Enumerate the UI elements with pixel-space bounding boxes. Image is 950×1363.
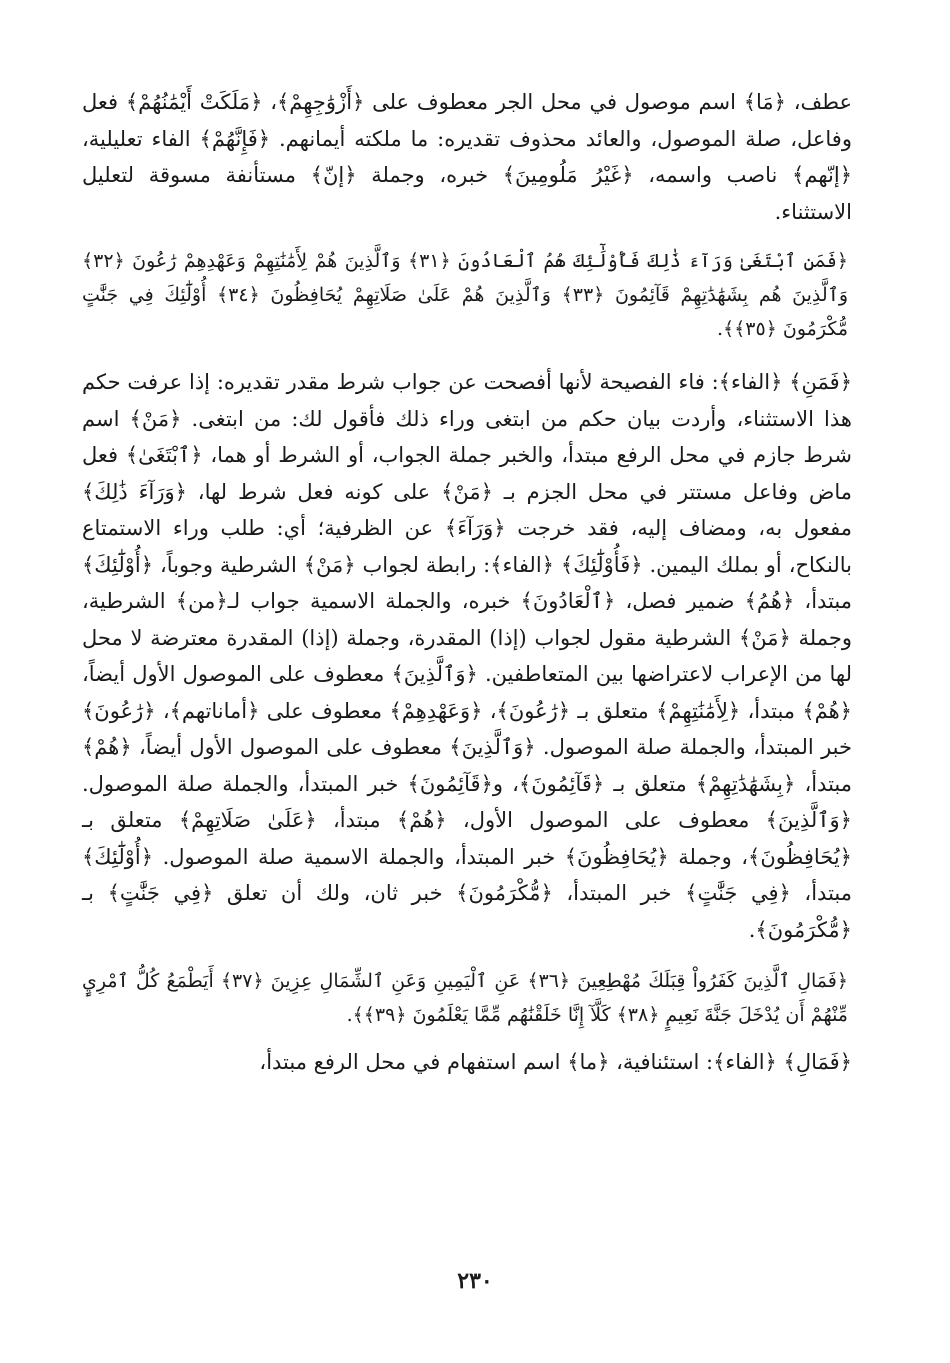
paragraph-grammar-2: ﴿فَمَنِ﴾ ﴿الفاء﴾: فاء الفصيحة لأنها أفصحت عن جواب شرط مقدر تقديره: إذا عرفت حكم هذا الاستثناء، وأردت بيان حكم من ابتغى وراء ذلك فأقول لك: من ابتغى. ﴿مَنْ﴾ اسم شرط جازم في محل الرفع مبتدأ، والخبر جملة الجواب، أو الشرط أو هما، ﴿ٱبْتَغَىٰ﴾ فعل ماض وفاعل مستتر في محل الجزم بـ ﴿مَنْ﴾ على كونه فعل شرط لها، ﴿وَرَآءَ ذَٰلِكَ﴾ مفعول به، ومضاف إليه، فقد خرجت ﴿وَرَآءَ﴾ عن الظرفية؛ أي: طلب وراء الاستمتاع بالنكاح، أو بملك اليمين. ﴿فَأُوْلَٰٓئِكَ﴾ ﴿الفاء﴾: رابطة لجواب ﴿مَنْ﴾ الشرطية وجوباً، ﴿أُوْلَٰٓئِكَ﴾ مبتدأ، ﴿هُمُ﴾ ضمير فصل، ﴿ٱلْعَادُونَ﴾ خبره، والجملة الاسمية جواب لـ﴿من﴾ الشرطية، وجملة ﴿مَنْ﴾ الشرطية مقول لجواب (إذا) المقدرة، وجملة (إذا) المقدرة معترضة لا محل لها من الإعراب لاعتراضها بين المتعاطفين. ﴿وَٱلَّذِينَ﴾ معطوف على الموصول الأول أيضاً، ﴿هُمْ﴾ مبتدأ، ﴿لِأَمَٰنَٰتِهِمْ﴾ متعلق بـ ﴿رَٰعُونَ﴾، ﴿وَعَهْدِهِمْ﴾ معطوف على ﴿أماناتهم﴾، ﴿رَٰعُونَ﴾ خبر المبتدأ، والجملة صلة الموصول. ﴿وَٱلَّذِينَ﴾ معطوف على الموصول الأول أيضاً، ﴿هُمْ﴾ مبتدأ، ﴿بِشَهَٰدَٰتِهِمْ﴾ متعلق بـ ﴿قَآئِمُونَ﴾، و﴿قَآئِمُونَ﴾ خبر المبتدأ، والجملة صلة الموصول. ﴿وَٱلَّذِينَ﴾ معطوف على الموصول الأول، ﴿هُمْ﴾ مبتدأ، ﴿عَلَىٰ صَلَاتِهِمْ﴾ متعلق بـ ﴿يُحَافِظُونَ﴾، وجملة ﴿يُحَافِظُونَ﴾ خبر المبتدأ، والجملة الاسمية صلة الموصول. ﴿أُوْلَٰٓئِكَ﴾ مبتدأ، ﴿فِي جَنَّٰتٍ﴾ خبر المبتدأ، ﴿مُّكْرَمُونَ﴾ خبر ثان، ولك أن تعلق ﴿فِي جَنَّٰتٍ﴾ بـ ﴿مُّكْرَمُونَ﴾.	[82, 370, 852, 942]
document-page	[82, 84, 852, 1081]
paragraph-grammar-1: عطف، ﴿مَا﴾ اسم موصول في محل الجر معطوف على ﴿أَزْوَٰجِهِمْ﴾، ﴿مَلَكَتْ أَيْمَٰنُهُمْ﴾ فعل وفاعل، صلة الموصول، والعائد محذوف تقديره: ما ملكته أيمانهم. ﴿فَإِنَّهُمْ﴾ الفاء تعليلية، ﴿إنّهم﴾ ناصب واسمه، ﴿غَيْرُ مَلُومِينَ﴾ خبره، وجملة ﴿إنّ﴾ مستأنفة مسوقة لتعليل الاستثناء.	[82, 90, 852, 224]
quran-verses-31-35: ﴿فَمَنِ ٱبْتَغَىٰ وَرَآءَ ذَٰلِكَ فَأُوْلَٰٓئِكَ هُمُ ٱلْعَادُونَ ﴿٣١﴾ وَٱلَّذِينَ هُمْ لِأَمَٰنَٰتِهِمْ وَعَهْدِهِمْ رَٰعُونَ ﴿٣٢﴾ وَٱلَّذِينَ هُم بِشَهَٰدَٰتِهِمْ قَآئِمُونَ ﴿٣٣﴾ وَٱلَّذِينَ هُمْ عَلَىٰ صَلَاتِهِمْ يُحَافِظُونَ ﴿٣٤﴾ أُوْلَٰٓئِكَ فِي جَنَّٰتٍ مُّكْرَمُونَ ﴿٣٥﴾﴾.	[82, 250, 849, 340]
page-number: ٢٣٠	[457, 1268, 493, 1294]
paragraph-grammar-3: ﴿فَمَالِ﴾ ﴿الفاء﴾: استئنافية، ﴿ما﴾ اسم استفهام في محل الرفع مبتدأ،	[259, 1050, 852, 1074]
quran-verses-36-39: ﴿فَمَالِ ٱلَّذِينَ كَفَرُواْ قِبَلَكَ مُهْطِعِينَ ﴿٣٦﴾ عَنِ ٱلْيَمِينِ وَعَنِ ٱلشِّمَالِ عِزِينَ ﴿٣٧﴾ أَيَطْمَعُ كُلُّ ٱمْرِيٍٕ مِّنْهُمْ أَن يُدْخَلَ جَنَّةَ نَعِيمٍ ﴿٣٨﴾ كَلَّآ إِنَّا خَلَقْنَٰهُم مِّمَّا يَعْلَمُونَ ﴿٣٩﴾﴾.	[82, 970, 848, 1026]
